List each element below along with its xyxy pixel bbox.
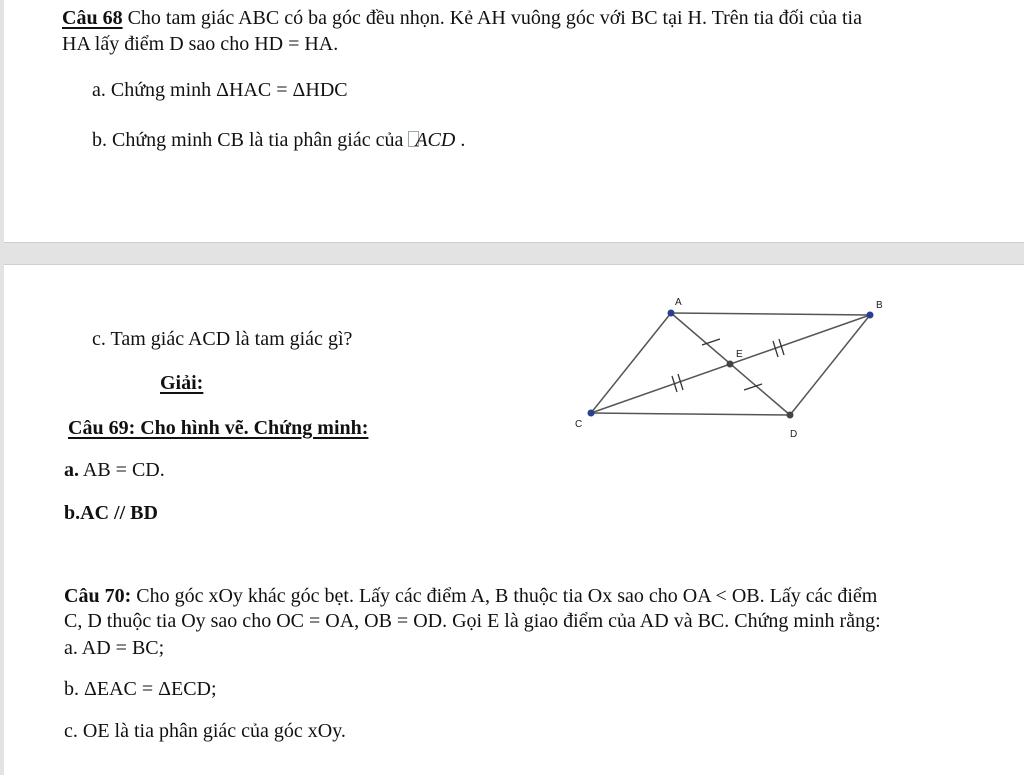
label-d: D xyxy=(790,429,798,440)
q68-label: Câu 68 xyxy=(62,7,123,29)
q70-line1: Câu 70: Cho góc xOy khác góc bẹt. Lấy các điểm A, B thuộc tia Ox sao cho OA < OB. Lấy các điểm xyxy=(64,585,878,607)
label-b: B xyxy=(876,300,883,311)
page-bottom xyxy=(4,264,1024,775)
label-e: E xyxy=(736,349,743,360)
q70-line2: C, D thuộc tia Oy sao cho OC = OA, OB = OD. Gọi E là giao điểm của AD và BC. Chứng minh rằng: xyxy=(64,610,881,632)
label-a: A xyxy=(675,297,682,308)
q70-part-c: c. OE là tia phân giác của góc xOy. xyxy=(64,720,346,742)
q68-part-c: c. Tam giác ACD là tam giác gì? xyxy=(92,328,353,350)
q70-part-a: a. AD = BC; xyxy=(64,637,165,659)
segment-cd xyxy=(591,413,790,415)
q69-part-a: a. AB = CD. xyxy=(64,459,165,481)
q70-label: Câu 70: xyxy=(64,585,132,607)
point-e xyxy=(727,361,734,368)
q68-line1: Câu 68 Cho tam giác ABC có ba góc đều nhọn. Kẻ AH vuông góc với BC tại H. Trên tia đối của tia xyxy=(62,7,862,29)
segment-ac xyxy=(591,313,671,413)
solution-heading: Giải: xyxy=(160,372,204,394)
point-c xyxy=(588,410,595,417)
q68-line2: HA lấy điểm D sao cho HD = HA. xyxy=(62,33,339,55)
q69-part-b: b.AC // BD xyxy=(64,502,158,524)
segment-ab xyxy=(671,313,870,315)
q69-title: Câu 69: Cho hình vẽ. Chứng minh: xyxy=(68,417,369,439)
q68-part-a: a. Chứng minh ΔHAC = ΔHDC xyxy=(92,79,348,101)
q70-part-b: b. ΔEAC = ΔECD; xyxy=(64,678,217,700)
point-d xyxy=(787,412,794,419)
q68-part-b: b. Chứng minh CB là tia phân giác của ACD . xyxy=(92,129,466,151)
point-b xyxy=(867,312,874,319)
label-c: C xyxy=(575,419,583,430)
segment-bd xyxy=(790,315,870,415)
parallelogram-figure xyxy=(564,293,904,453)
page-top xyxy=(4,0,1024,243)
point-a xyxy=(668,310,675,317)
